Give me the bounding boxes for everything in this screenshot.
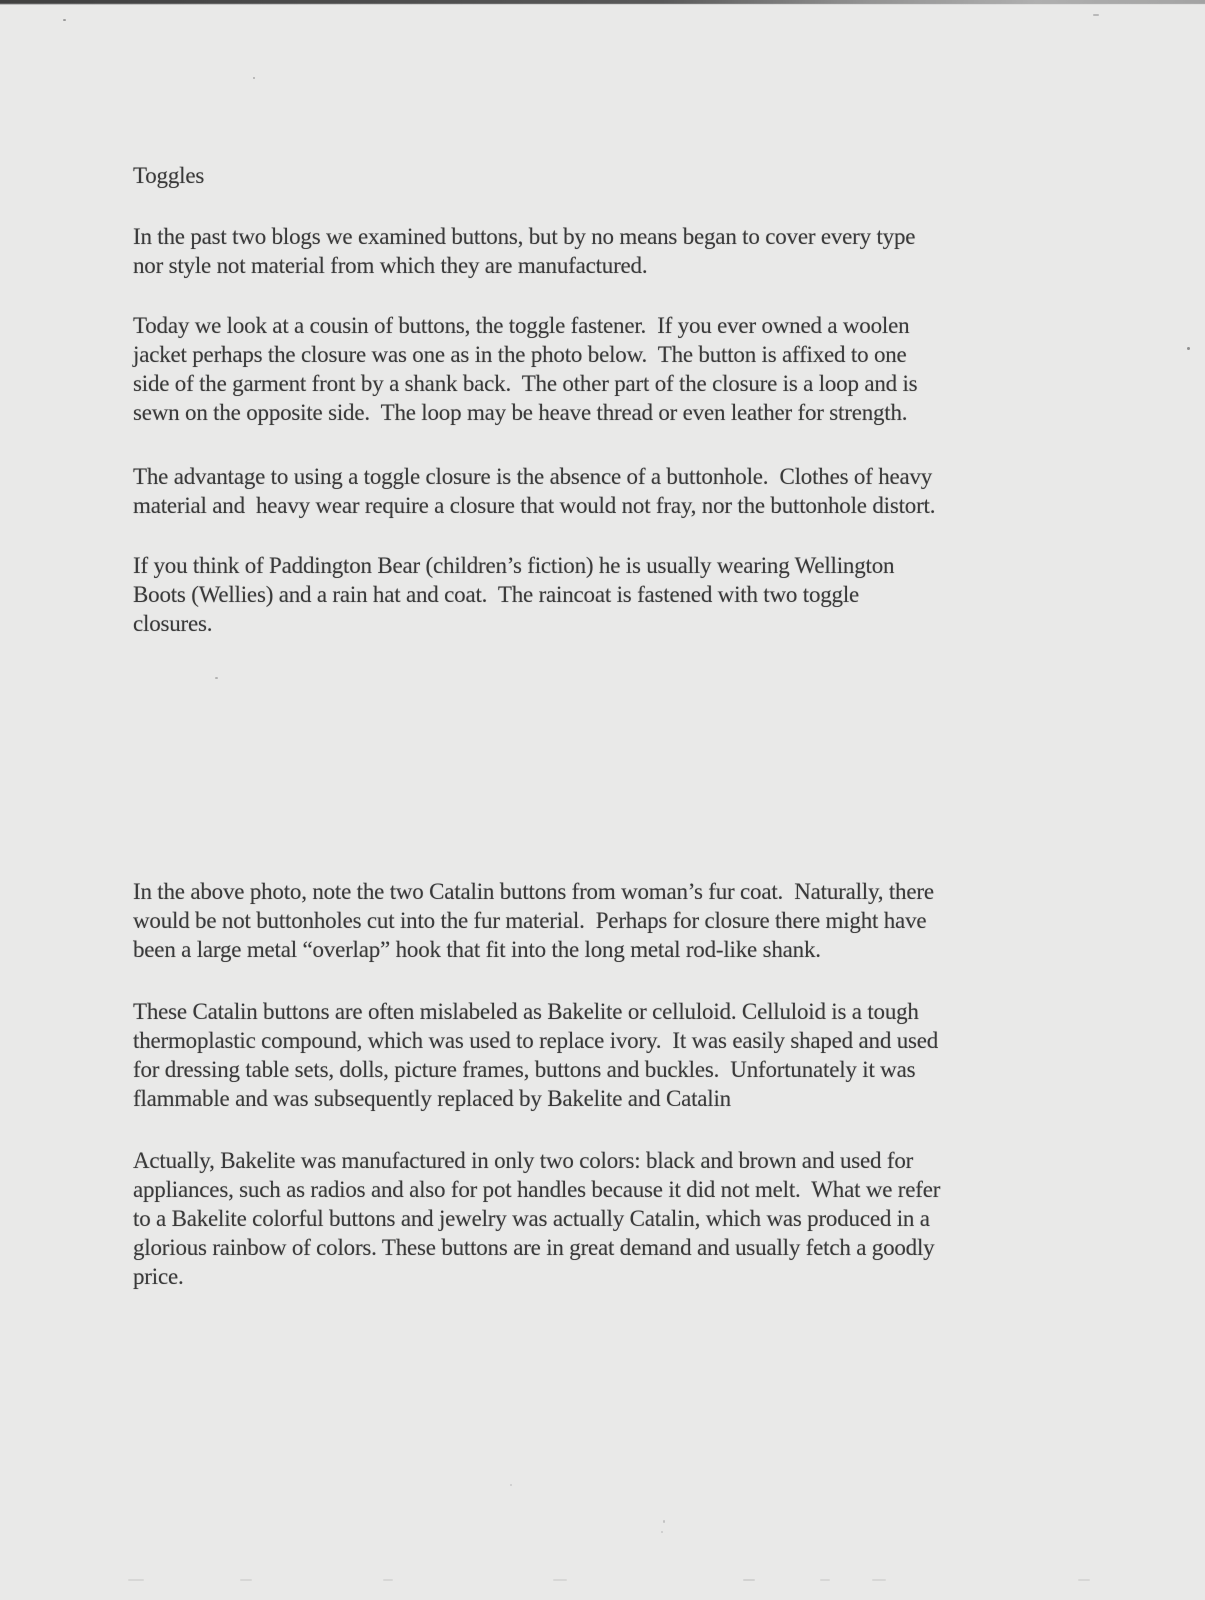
paragraph-catalin-photo [133, 877, 1143, 964]
scan-edge-artifact [0, 0, 1205, 4]
text-line: sewn on the opposite side. The loop may be heave thread or even leather for strength. [133, 400, 908, 425]
text-line: In the above photo, note the two Catalin buttons from woman’s fur coat. Naturally, there [133, 879, 934, 904]
text-line: thermoplastic compound, which was used to replace ivory. It was easily shaped and used [133, 1028, 939, 1053]
text-line: would be not buttonholes cut into the fur material. Perhaps for closure there might have [133, 908, 927, 933]
scan-speck [63, 19, 66, 21]
text-line: The advantage to using a toggle closure is the absence of a buttonhole. Clothes of heavy [133, 464, 933, 489]
text-line: In the past two blogs we examined buttons, but by no means began to cover every type [133, 224, 916, 249]
text-line: Boots (Wellies) and a rain hat and coat. The raincoat is fastened with two toggle [133, 582, 860, 607]
text-line: price. [133, 1264, 184, 1289]
scan-speck [1093, 14, 1099, 16]
scan-smudge [872, 1579, 886, 1581]
text-line: jacket perhaps the closure was one as in the photo below. The button is affixed to one [133, 342, 907, 367]
text-line: material and heavy wear require a closure that would not fray, nor the buttonhole distort. [133, 493, 936, 518]
scan-speck [510, 1484, 512, 1486]
text-line: glorious rainbow of colors. These buttons are in great demand and usually fetch a goodly [133, 1235, 935, 1260]
text-line: If you think of Paddington Bear (children’s fiction) he is usually wearing Wellington [133, 553, 895, 578]
paragraph-intro [133, 222, 1143, 280]
text-line: Actually, Bakelite was manufactured in only two colors: black and brown and used for [133, 1148, 914, 1173]
paragraph-toggle-fastener [133, 311, 1143, 427]
paragraph-celluloid [133, 997, 1143, 1113]
text-line: flammable and was subsequently replaced by Bakelite and Catalin [133, 1086, 731, 1111]
text-line: side of the garment front by a shank back. The other part of the closure is a loop and is [133, 371, 918, 396]
scan-speck [253, 77, 255, 79]
scan-smudge [383, 1579, 393, 1581]
document-body [133, 161, 1143, 1291]
scan-smudge [240, 1579, 252, 1581]
text-line: been a large metal “overlap” hook that fit into the long metal rod-like shank. [133, 937, 821, 962]
text-line: nor style not material from which they are manufactured. [133, 253, 648, 278]
text-line: appliances, such as radios and also for pot handles because it did not melt. What we refer [133, 1177, 941, 1202]
paragraph-paddington [133, 551, 1143, 638]
scan-speck [661, 1531, 663, 1533]
paragraph-advantage [133, 462, 1143, 520]
text-line: closures. [133, 611, 213, 636]
text-line: These Catalin buttons are often mislabeled as Bakelite or celluloid. Celluloid is a tough [133, 999, 919, 1024]
scan-speck [215, 677, 218, 679]
text-line: Today we look at a cousin of buttons, the toggle fastener. If you ever owned a woolen [133, 313, 910, 338]
text-line: for dressing table sets, dolls, picture frames, buttons and buckles. Unfortunately it was [133, 1057, 916, 1082]
scan-speck [663, 1520, 665, 1523]
scan-smudge [820, 1579, 830, 1581]
text-line: to a Bakelite colorful buttons and jewelry was actually Catalin, which was produced in a [133, 1206, 930, 1231]
paragraph-bakelite [133, 1146, 1143, 1291]
scan-speck [1187, 347, 1190, 350]
scan-smudge [128, 1579, 144, 1581]
document-title: Toggles [133, 163, 205, 188]
scan-smudge [1078, 1579, 1090, 1581]
scan-smudge [743, 1579, 755, 1581]
scan-smudge [553, 1579, 567, 1581]
